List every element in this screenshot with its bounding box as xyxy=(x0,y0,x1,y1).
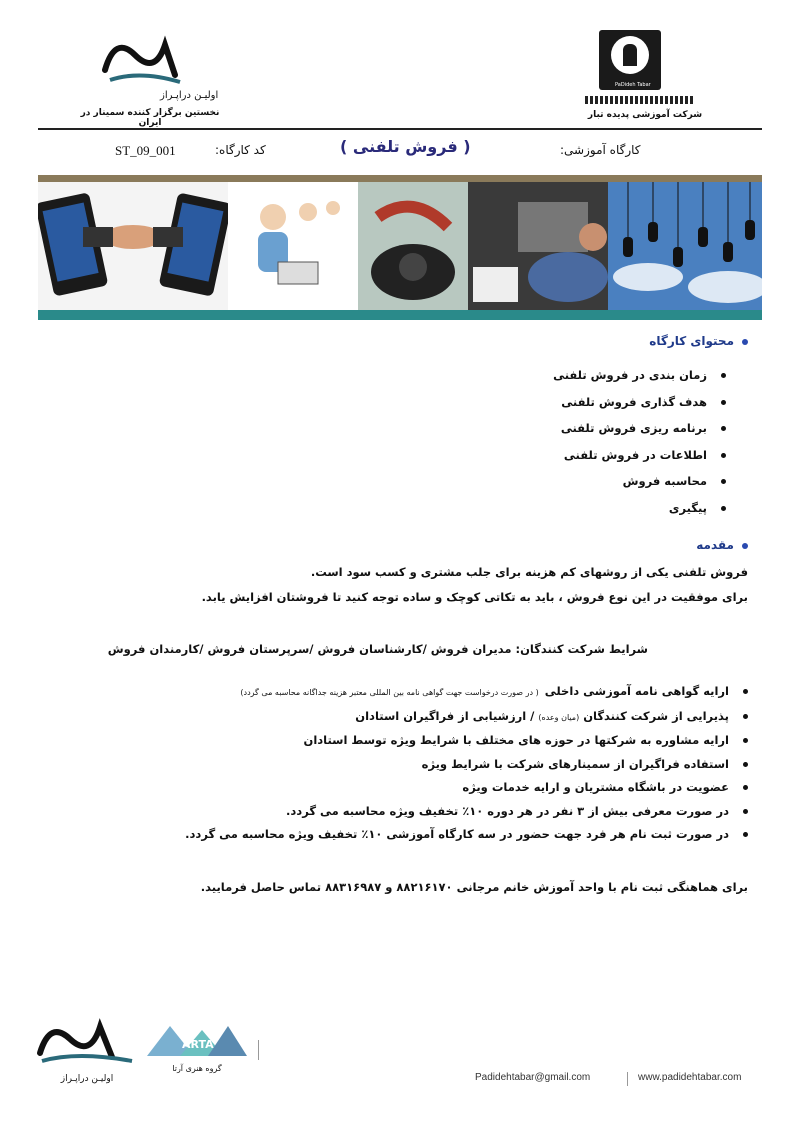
list-item: پذیرایی از شرکت کنندگان (میان وعده) / ارزشیابی از فراگیران استادان xyxy=(28,705,748,730)
list-item: ارایه گواهی نامه آموزشی داخلی( در صورت درخواست جهت گواهی نامه بین المللی معتبر هزینه جداگانه محاسبه می گردد) xyxy=(28,680,748,705)
company-name: شرکت آموزشی پدیده تبار xyxy=(587,110,703,120)
intro-section xyxy=(696,538,748,552)
padideh-logo xyxy=(575,30,715,125)
arta-sub: گروه هنری آرتا xyxy=(172,1064,222,1073)
list-item: در صورت ثبت نام هر فرد جهت حضور در سه کارگاه آموزشی ۱۰٪ تخفیف ویژه محاسبه می گردد. xyxy=(28,823,748,847)
content-heading: محتوای کارگاه xyxy=(649,334,748,348)
intro-line-1: فروش تلفنی یکی از روشهای کم هزینه برای جلب مشتری و کسب سود است. xyxy=(310,565,748,579)
padideh-wordmark xyxy=(585,96,695,104)
workshop-code: ST_09_001 xyxy=(115,143,176,158)
calligraphy-logo-icon xyxy=(32,1015,142,1070)
list-item: برنامه ریزی فروش تلفنی xyxy=(553,415,726,442)
seminar-logo xyxy=(70,30,230,128)
conditions-heading: شرایط شرکت کنندگان: مدیران فروش /کارشناسان فروش /سرپرستان فروش /کارمندان فروش xyxy=(107,642,648,656)
header-divider xyxy=(38,128,762,130)
banner-collage-icon xyxy=(38,182,762,310)
list-item: هدف گذاری فروش تلفنی xyxy=(553,389,726,416)
workshop-label: کارگاه آموزشی: xyxy=(560,143,641,157)
banner-image xyxy=(38,182,762,310)
footer-seminar-logo xyxy=(32,1015,142,1084)
list-item: اطلاعات در فروش تلفنی xyxy=(553,442,726,469)
banner-bottom-stripe xyxy=(38,310,762,320)
list-item: عضویت در باشگاه مشتریان و ارایه خدمات ویژه xyxy=(28,776,748,800)
padideh-logo-icon xyxy=(599,30,661,90)
footer-website[interactable]: www.padidehtabar.com xyxy=(638,1072,742,1083)
content-section xyxy=(649,334,748,348)
footer-divider xyxy=(627,1072,628,1086)
list-item: پیگیری xyxy=(553,495,726,522)
page-title: ( فروش تلفنی ) xyxy=(340,137,471,156)
calligraphy-logo-icon xyxy=(95,30,185,90)
list-item: ارایه مشاوره به شرکتها در حوزه های مختلف با شرایط ویژه توسط استادان xyxy=(28,729,748,753)
intro-heading: مقدمه xyxy=(696,538,748,552)
arta-logo xyxy=(142,1020,252,1075)
content-list xyxy=(553,362,726,521)
contact-line: برای هماهنگی ثبت نام با واحد آموزش خانم مرجانی ۸۸۲۱۶۱۷۰ و ۸۸۳۱۶۹۸۷ تماس حاصل فرمایید. xyxy=(200,880,748,894)
arta-wordmark: ARTA xyxy=(182,1038,214,1051)
list-item: زمان بندی در فروش تلفنی xyxy=(553,362,726,389)
seminar-tagline: نخستین برگزار کننده سمینار در ایران xyxy=(80,108,220,128)
footer-email[interactable]: Padidehtabar@gmail.com xyxy=(475,1072,591,1083)
list-item: استفاده فراگیران از سمینارهای شرکت با شرایط ویژه xyxy=(28,753,748,777)
list-item: محاسبه فروش xyxy=(553,468,726,495)
padideh-sub: PaDideh Tabar xyxy=(615,82,651,88)
intro-line-2: برای موفقیت در این نوع فروش ، باید به تکاتی کوچک و ساده توجه کنید تا فروشتان افزایش یابد. xyxy=(201,590,748,604)
conditions-list xyxy=(28,680,748,847)
banner-top-stripe xyxy=(38,175,762,182)
footer-logo-divider xyxy=(258,1040,259,1060)
code-label: کد کارگاه: xyxy=(215,143,266,157)
list-item: در صورت معرفی بیش از ۳ نفر در هر دوره ۱۰٪ تخفیف ویژه محاسبه می گردد. xyxy=(28,800,748,824)
seminar-brand: اولیـن دراپـراز xyxy=(160,90,219,101)
footer-brand: اولیـن دراپـراز xyxy=(60,1074,114,1084)
